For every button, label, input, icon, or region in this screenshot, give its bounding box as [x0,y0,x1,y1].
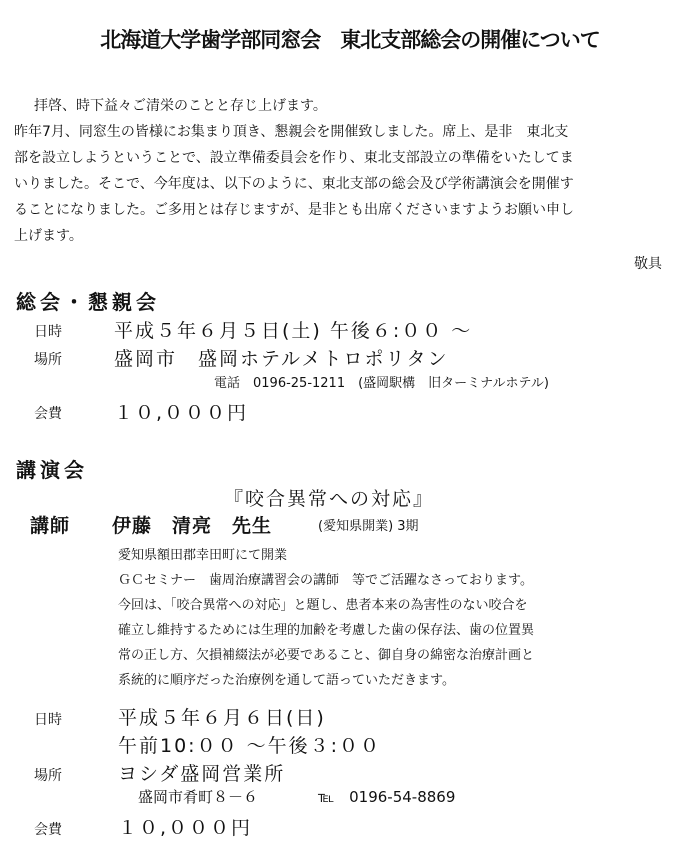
lecturer-name: 伊藤 清亮 先生 [112,515,273,537]
bio-line: 系統的に順序だった治療例を通して語っていただきます。 [118,673,455,688]
greeting-line: 拝啓、時下益々ご清栄のことと存じ上げます。 [34,98,327,114]
date-value: 平成５年６月６日(日) [118,707,326,729]
fee-label: 会費 [34,822,62,838]
greeting-line: 昨年7月、同窓生の皆様にお集まり頂き、懇親会を開催致しました。席上、是非 東北支 [14,124,569,140]
place-value: ヨシダ盛岡営業所 [118,763,286,785]
place-label: 場所 [34,352,62,368]
bio-line: 愛知県額田郡幸田町にて開業 [118,548,288,563]
bio-line: ＧＣセミナー 歯周治療講習会の講師 等でご活躍なさっております。 [118,573,533,588]
place-label: 場所 [34,768,62,784]
phone-number: ℡ 0196-54-8869 [318,788,456,806]
fee-value: １０,０００円 [118,817,253,839]
date-value: 平成５年６月５日(土) 午後６:００ ～ [114,320,473,342]
bio-line: 今回は、「咬合異常への対応」と題し、患者本来の為害性のない咬合を [118,598,528,613]
address: 盛岡市肴町８－６ [138,788,259,806]
bio-line: 常の正し方、欠損補綴法が必要であること、御自身の綿密な治療計画と [118,648,535,663]
phone-line: 電話 0196-25-1211 (盛岡駅構 旧ターミナルホテル) [214,376,549,391]
greeting-line: 上げます。 [14,228,83,244]
greeting-line: 部を設立しようということで、設立準備委員会を作り、東北支部設立の準備をいたしてま [14,150,574,166]
fee-label: 会費 [34,406,62,422]
greeting-line: ることになりました。ご多用とは存じますが、是非とも出席くださいますようお願い申し [14,202,574,218]
lecture-heading: 講演会 [16,458,88,482]
lecture-topic: 『咬合異常への対応』 [224,488,435,510]
lecturer-label: 講師 [30,515,71,537]
general-meeting-heading: 総会・懇親会 [16,290,160,314]
date-label: 日時 [34,712,62,728]
bio-line: 確立し維持するためには生理的加齢を考慮した歯の保存法、歯の位置異 [118,623,535,638]
page-title: 北海道大学歯学部同窓会 東北支部総会の開催について [100,28,600,52]
time-value: 午前10:００ ～午後３:００ [118,735,382,757]
date-label: 日時 [34,324,62,340]
greeting-line: いりました。そこで、今年度は、以下のように、東北支部の総会及び学術講演会を開催す [14,176,574,192]
closing-text: 敬具 [634,256,662,272]
fee-value: １０,０００円 [114,402,249,424]
lecturer-affiliation: (愛知県開業) 3期 [318,519,419,534]
place-value: 盛岡市 盛岡ホテルメトロポリタン [114,348,449,370]
